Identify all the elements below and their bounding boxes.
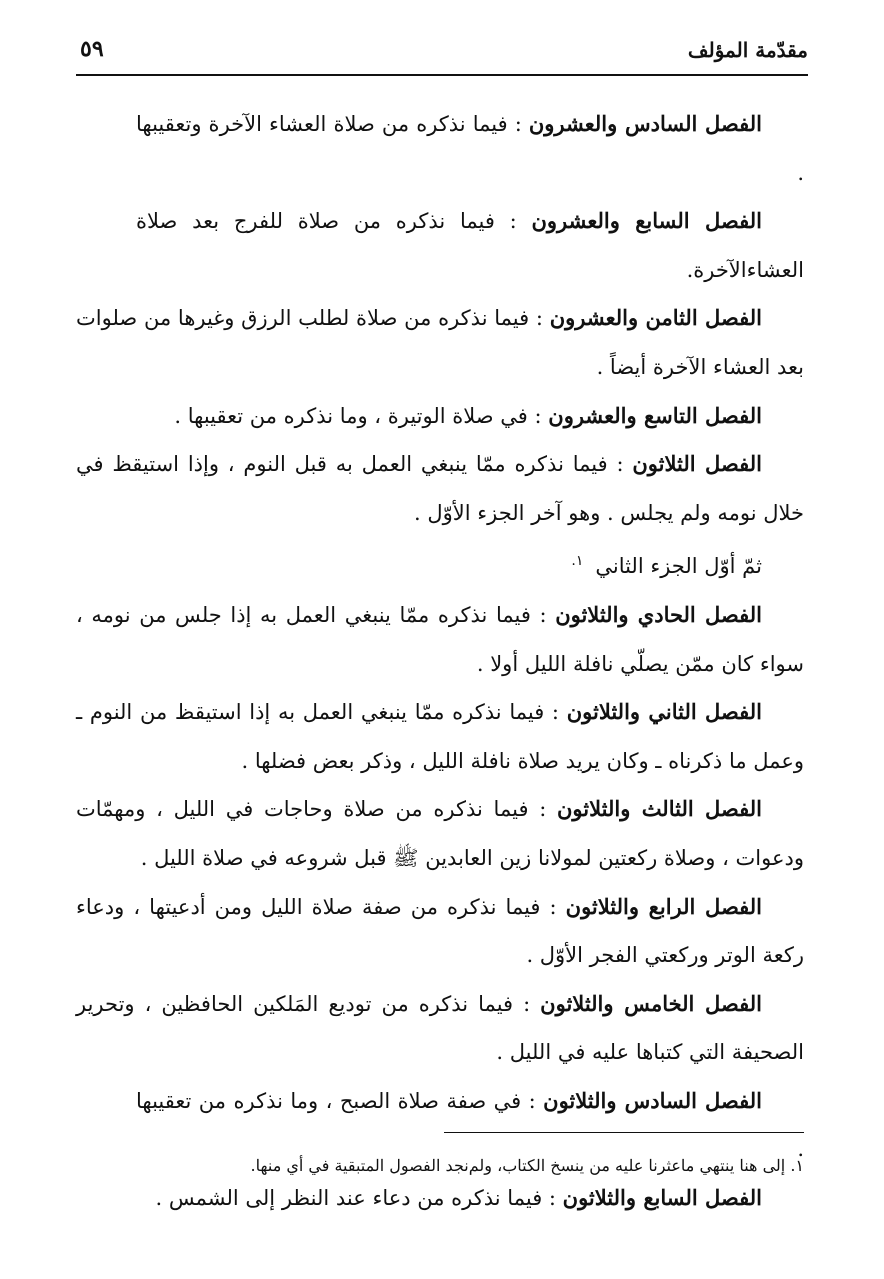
chapter-entry-28 [76,294,804,391]
chapter-title: الفصل الرابع والثلاثون [565,893,763,919]
page-header [76,34,808,76]
chapter-description: : فيما نذكره من صفة صلاة الليل ومن أدعيتها ، ودعاء ركعة الوتر وركعتي الفجر الأوّل . [76,894,804,968]
page-number: ٥٩ [80,36,104,62]
chapter-title: الفصل السادس والعشرون [528,111,762,136]
chapter-entry-30 [76,440,804,537]
chapter-description: : فيما نذكره من توديع المَلكين الحافظين ، وتحرير الصحيفة التي كتباها عليه في الليل . [76,991,804,1065]
chapter-entry-34 [76,883,804,980]
chapter-entry-32 [76,688,804,785]
chapter-entry-31 [76,591,804,688]
chapter-title: الفصل الثالث والثلاثون [556,796,762,822]
chapter-description: : فيما نذكره ممّا ينبغي العمل به إذا جلس من نومه ، سواء كان ممّن يصلّي نافلة الليل أولا . [76,602,804,676]
chapter-entry-26 [76,100,804,197]
chapter-description: : فيما نذكره من صلاة للفرج بعد صلاة العشاءالآخرة. [136,209,804,282]
second-part-start [76,537,804,591]
chapter-entry-33 [76,785,804,882]
chapter-list [76,100,804,1223]
footnote: ١. إلى هنا ينتهي ماعثرنا عليه من ينسخ الكتاب، ولم‌نجد الفصول المتبقية في أي منها. [250,1156,804,1175]
chapter-title: الفصل الخامس والثلاثون [540,990,762,1016]
chapter-title: الفصل الثاني والثلاثون [566,699,763,725]
chapter-title: الفصل التاسع والعشرون [548,402,762,428]
chapter-description: : فيما نذكره من صلاة وحاجات في الليل ، ومهمّات ودعوات ، وصلاة ركعتين لمولانا زين العابدين ﷺ قبل شروعه في صلاة الليل . [76,797,804,870]
chapter-entry-35 [76,980,804,1077]
chapter-description: : في صلاة الوتيرة ، وما نذكره من تعقيبها . [174,403,549,428]
chapter-title: الفصل الثلاثون [632,451,762,477]
footnote-marker: ١. [571,553,584,570]
section-heading: ثمّ أوّل الجزء الثاني [595,554,762,579]
chapter-description: : فيما نذكره من دعاء عند النظر إلى الشمس . [155,1186,563,1211]
chapter-title: الفصل السادس والثلاثون [543,1087,762,1113]
chapter-title: الفصل الحادي والثلاثون [555,601,762,627]
chapter-description: : فيما نذكره ممّا ينبغي العمل به إذا استيقظ من النوم ـ وعمل ما ذكرناه ـ وكان يريد صلاة نافلة الليل ، وذكر بعض فضلها . [76,700,804,773]
chapter-title: الفصل الثامن والعشرون [549,305,762,331]
chapter-title: الفصل السابع والثلاثون [562,1185,762,1211]
chapter-description: : فيما نذكره من صلاة العشاء الآخرة وتعقيبها . [136,112,804,185]
chapter-description: : في صفة صلاة الصبح ، وما نذكره من تعقيبها . [136,1088,804,1162]
chapter-description: : فيما نذكره ممّا ينبغي العمل به قبل النوم ، وإذا استيقظ في خلال نومه ولم يجلس . وهو آخر الجزء الأوّل . [76,452,804,525]
chapter-title: الفصل السابع والعشرون [531,208,762,234]
chapter-entry-27 [76,197,804,294]
running-title: مقدّمة المؤلف [687,38,808,62]
chapter-description: : فيما نذكره من صلاة لطلب الرزق وغيرها من صلوات بعد العشاء الآخرة أيضاً . [76,306,804,379]
chapter-entry-29 [76,392,804,441]
footnote-divider [444,1132,804,1133]
chapter-entry-37 [76,1174,804,1223]
